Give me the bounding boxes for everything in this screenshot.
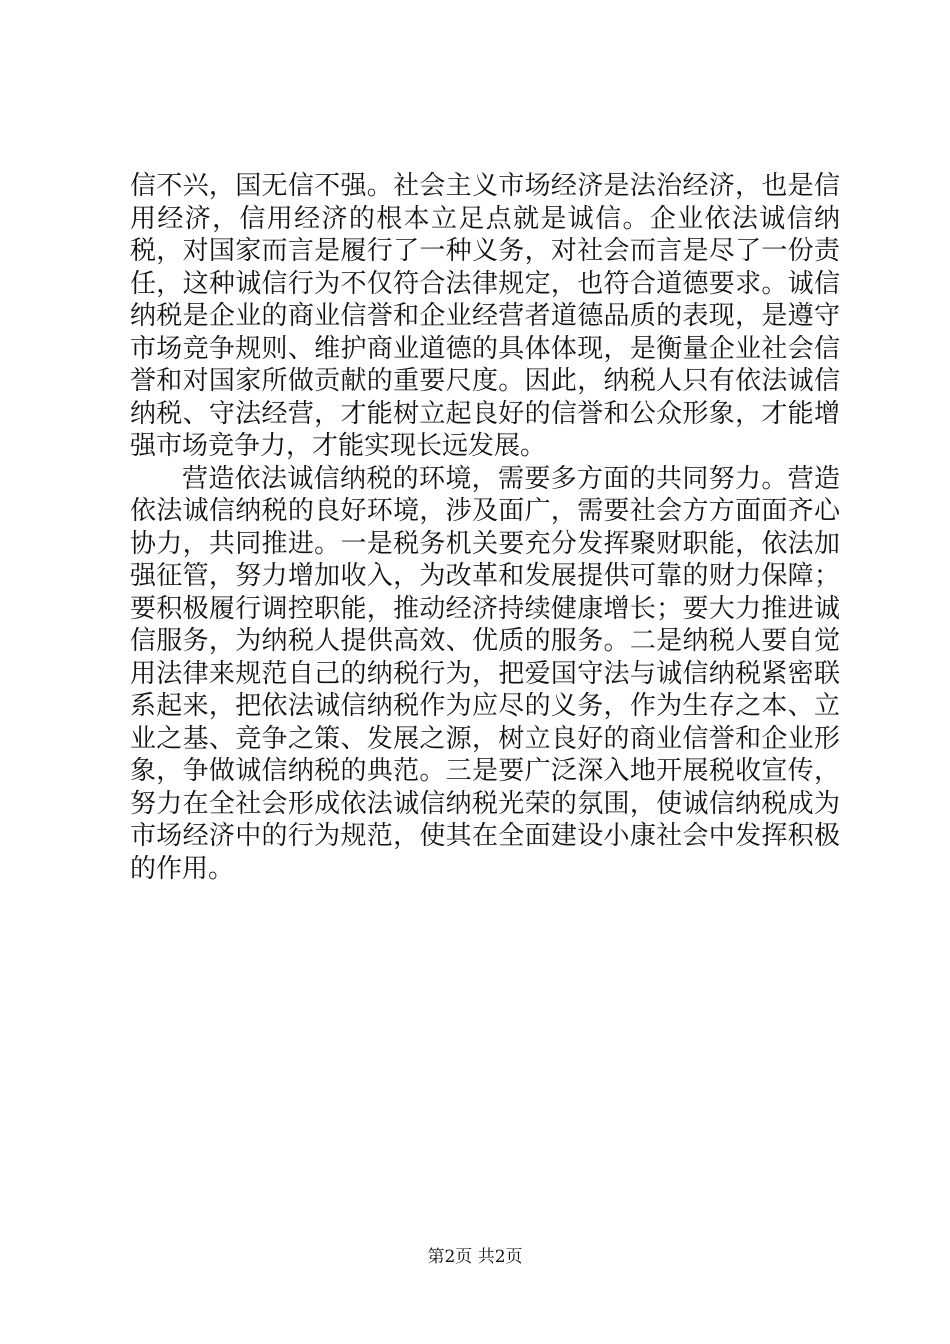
document-body	[130, 170, 840, 885]
paragraph-2: 营造依法诚信纳税的环境，需要多方面的共同努力。营造依法诚信纳税的良好环境，涉及面广，需要社会方方面面齐心协力，共同推进。一是税务机关要充分发挥聚财职能，依法加强征管，努力增加收入，为改革和发展提供可靠的财力保障；要积极履行调控职能，推动经济持续健康增长；要大力推进诚信服务，为纳税人提供高效、优质的服务。二是纳税人要自觉用法律来规范自己的纳税行为，把爱国守法与诚信纳税紧密联系起来，把依法诚信纳税作为应尽的义务，作为生存之本、立业之基、竞争之策、发展之源，树立良好的商业信誉和企业形象，争做诚信纳税的典范。三是要广泛深入地开展税收宣传，努力在全社会形成依法诚信纳税光荣的氛围，使诚信纳税成为市场经济中的行为规范，使其在全面建设小康社会中发挥积极的作用。	[130, 463, 840, 884]
paragraph-1: 信不兴，国无信不强。社会主义市场经济是法治经济，也是信用经济，信用经济的根本立足点就是诚信。企业依法诚信纳税，对国家而言是履行了一种义务，对社会而言是尽了一份责任，这种诚信行为不仅符合法律规定，也符合道德要求。诚信纳税是企业的商业信誉和企业经营者道德品质的表现，是遵守市场竞争规则、维护商业道德的具体体现，是衡量企业社会信誉和对国家所做贡献的重要尺度。因此，纳税人只有依法诚信纳税、守法经营，才能树立起良好的信誉和公众形象，才能增强市场竞争力，才能实现长远发展。	[130, 171, 840, 461]
page-number-footer: 第2页 共2页	[427, 1247, 523, 1267]
